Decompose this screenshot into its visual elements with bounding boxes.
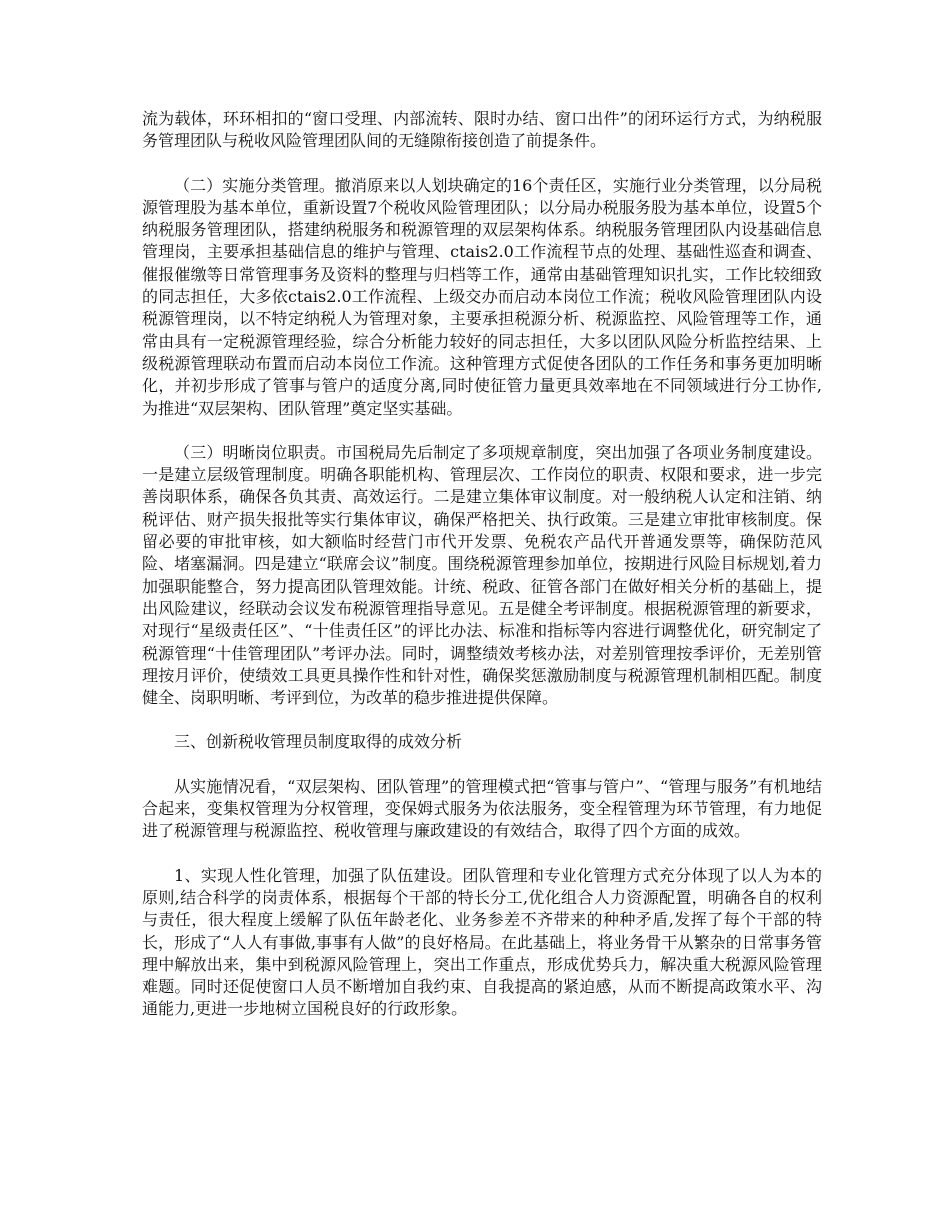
paragraph-post-responsibilities: （三）明晰岗位职责。市国税局先后制定了多项规章制度，突出加强了各项业务制度建设。一是建立层级管理制度。明确各职能机构、管理层次、工作岗位的职责、权限和要求，进一步完善岗职体系，确保各负其责、高效运行。二是建立集体审议制度。对一般纳税人认定和注销、纳税评估、财产损失报批等实行集体审议，确保严格把关、执行政策。三是建立审批审核制度。保留必要的审批审核，如大额临时经营门市代开发票、免税农产品代开普通发票等，确保防范风险、堵塞漏洞。四是建立“联席会议”制度。围绕税源管理参加单位，按期进行风险目标规划,着力加强职能整合，努力提高团队管理效能。计统、税政、征管各部门在做好相关分析的基础上，提出风险建议，经联动会议发布税源管理指导意见。五是健全考评制度。根据税源管理的新要求，对现行“星级责任区”、“十佳责任区”的评比办法、标准和指标等内容进行调整优化，研究制定了税源管理“十佳管理团队”考评办法。同时，调整绩效考核办法，对差别管理按季评价，无差别管理按月评价，使绩效工具更具操作性和针对性，确保奖惩激励制度与税源管理机制相匹配。制度健全、岗职明晰、考评到位，为改革的稳步推进提供保障。 bbox=[142, 442, 822, 708]
paragraph-implementation-overview: 从实施情况看，“双层架构、团队管理”的管理模式把“管事与管户”、“管理与服务”有机地结合起来，变集权管理为分权管理，变保姆式服务为依法服务，变全程管理为环节管理，有力地促进了税源管理与税源监控、税收管理与廉政建设的有效结合，取得了四个方面的成效。 bbox=[142, 776, 822, 841]
paragraph-intro-continuation: 流为载体，环环相扣的“窗口受理、内部流转、限时办结、窗口出件”的闭环运行方式，为纳税服务管理团队与税收风险管理团队间的无缝隙衔接创造了前提条件。 bbox=[142, 109, 822, 151]
document-body bbox=[142, 108, 822, 1043]
section-heading-results-analysis: 三、创新税收管理员制度取得的成效分析 bbox=[174, 732, 463, 752]
paragraph-classified-management: （二）实施分类管理。撤消原来以人划块确定的16个责任区，实施行业分类管理，以分局税源管理股为基本单位，重新设置7个税收风险管理团队；以分局办税服务股为基本单位，设置5个纳税服务管理团队，搭建纳税服务和税源管理的双层架构体系。纳税服务管理团队内设基础信息管理岗，主要承担基础信息的维护与管理、ctais2.0工作流程节点的处理、基础性巡查和调查、催报催缴等日常管理事务及资料的整理与归档等工作，通常由基础管理知识扎实，工作比较细致的同志担任，大多依ctais2.0工作流程、上级交办而启动本岗位工作流；税收风险管理团队内设税源管理岗，以不特定纳税人为管理对象，主要承担税源分析、税源监控、风险管理等工作，通常由具有一定税源管理经验，综合分析能力较好的同志担任，大多以团队风险分析监控结果、上级税源管理联动布置而启动本岗位工作流。这种管理方式促使各团队的工作任务和事务更加明晰化，并初步形成了管事与管户的适度分离,同时使征管力量更具效率地在不同领域进行分工协作,为推进“双层架构、团队管理”奠定坚实基础。 bbox=[142, 175, 822, 418]
paragraph-humanized-management: 1、实现人性化管理，加强了队伍建设。团队管理和专业化管理方式充分体现了以人为本的原则,结合科学的岗责体系，根据每个干部的特长分工,优化组合人力资源配置，明确各自的权利与责任，很大程度上缓解了队伍年龄老化、业务参差不齐带来的种种矛盾,发挥了每个干部的特长，形成了“人人有事做,事事有人做”的良好格局。在此基础上，将业务骨干从繁杂的日常事务管理中解放出来，集中到税源风险管理上，突出工作重点，形成优势兵力，解决重大税源风险管理难题。同时还促使窗口人员不断增加自我约束、自我提高的紧迫感，从而不断提高政策水平、沟通能力,更进一步地树立国税良好的行政形象。 bbox=[142, 865, 822, 1019]
